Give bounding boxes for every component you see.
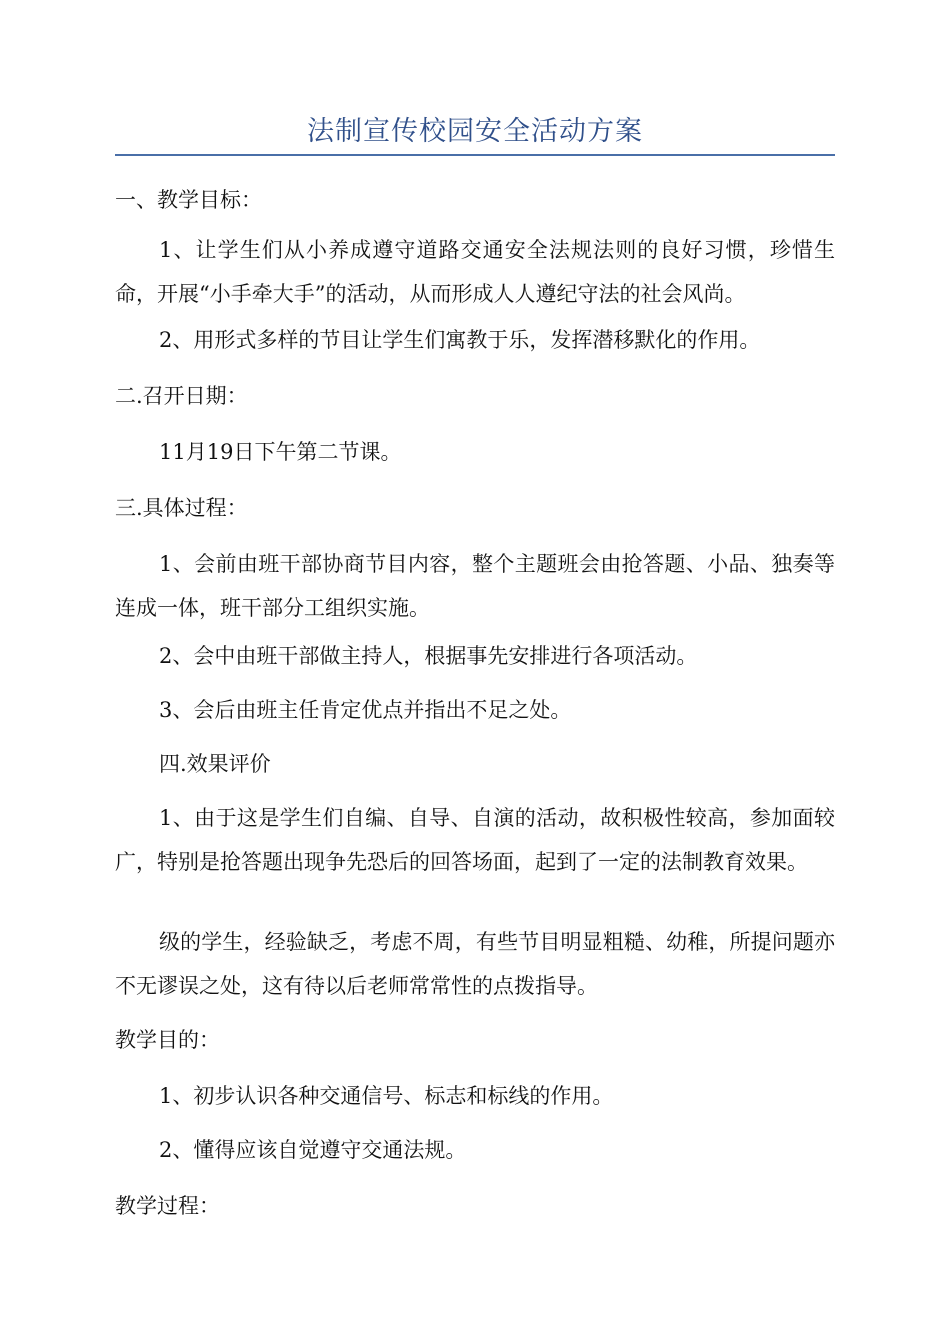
purpose-1: 1、初步认识各种交通信号、标志和标线的作用。 xyxy=(159,1084,614,1108)
purpose-2: 2、懂得应该自觉遵守交通法规。 xyxy=(159,1138,467,1162)
date-text: 11月19日下午第二节课。 xyxy=(159,440,402,464)
process-step-3: 3、会后由班主任肯定优点并指出不足之处。 xyxy=(159,698,572,722)
objective-1: 1、让学生们从小养成遵守道路交通安全法规法则的良好习惯，珍惜生命，开展“小手牵大手”的活动，从而形成人人遵纪守法的社会风尚。 xyxy=(115,238,835,306)
section-heading-date: 二.召开日期： xyxy=(115,384,248,408)
document-title: 法制宣传校园安全活动方案 xyxy=(307,116,643,147)
evaluation-2: 级的学生，经验缺乏，考虑不周，有些节目明显粗糙、幼稚，所提问题亦不无谬误之处，这有待以后老师常常性的点拨指导。 xyxy=(115,930,835,998)
section-heading-teaching-process: 教学过程： xyxy=(115,1194,220,1218)
evaluation-1: 1、由于这是学生们自编、自导、自演的活动，故积极性较高，参加面较广，特别是抢答题出现争先恐后的回答场面，起到了一定的法制教育效果。 xyxy=(115,806,835,874)
section-heading-objectives: 一、教学目标： xyxy=(115,188,262,212)
process-step-2: 2、会中由班干部做主持人，根据事先安排进行各项活动。 xyxy=(159,644,698,668)
objective-2: 2、用形式多样的节目让学生们寓教于乐，发挥潜移默化的作用。 xyxy=(159,328,761,352)
section-heading-process: 三.具体过程： xyxy=(115,496,248,520)
process-step-1: 1、会前由班干部协商节目内容，整个主题班会由抢答题、小品、独奏等连成一体，班干部分工组织实施。 xyxy=(115,552,835,620)
title-underline xyxy=(115,154,835,156)
section-heading-evaluation: 四.效果评价 xyxy=(159,752,271,776)
section-heading-teaching-purpose: 教学目的： xyxy=(115,1028,220,1052)
